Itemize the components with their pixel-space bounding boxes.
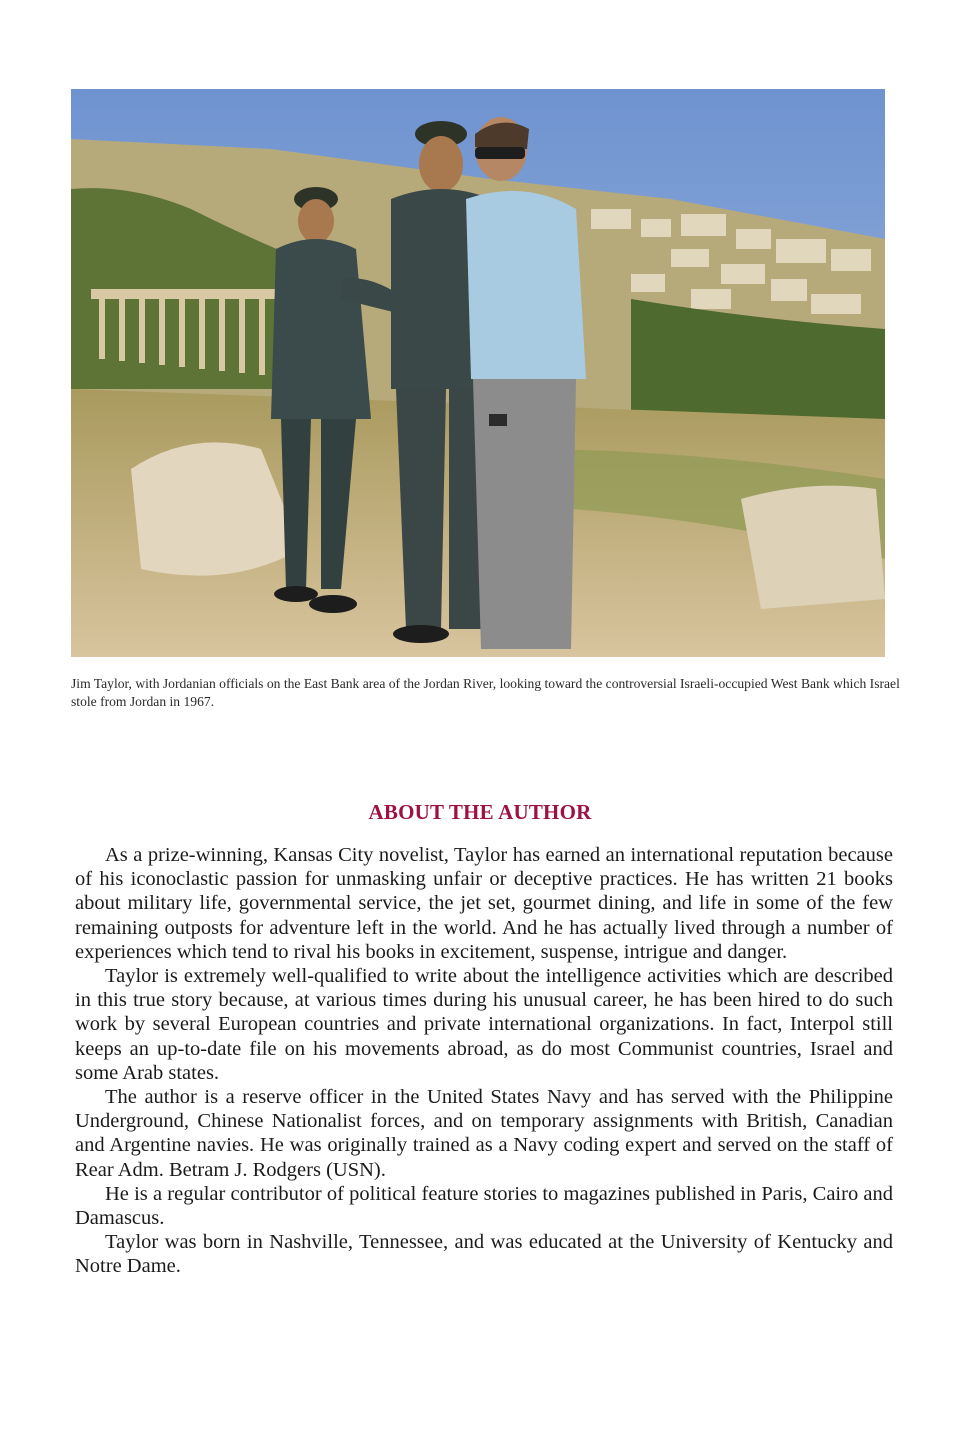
bio-paragraph: Taylor was born in Nashville, Tennessee, and was educated at the University of Kentucky and Notre Dame. <box>75 1231 893 1278</box>
author-bio <box>75 843 893 1279</box>
bio-paragraph: He is a regular contributor of political feature stories to magazines published in Paris, Cairo and Damascus. <box>75 1182 893 1230</box>
bio-paragraph: The author is a reserve officer in the United States Navy and has served with the Philippine Underground, Chinese Nationalist forces, and on temporary assignments with British, Canadian and Argentine navies. He was originally trained as a Navy coding expert and served on the staff of Rear Adm. Betram J. Rodgers (USN). <box>75 1086 893 1181</box>
bio-paragraph: Taylor is extremely well-qualified to write about the intelligence activities which are described in this true story because, at various times during his unusual career, he has been hired to do such work by several European countries and private international organizations. In fact, Interpol still keeps an up-to-date file on his movements abroad, as do most Communist countries, Israel and some Arab states. <box>75 965 893 1084</box>
photo-caption: Jim Taylor, with Jordanian officials on the East Bank area of the Jordan River, looking toward the controversial Israeli-occupied West Bank which Israel stole from Jordan in 1967. <box>71 676 900 709</box>
photo-illustration <box>71 89 885 657</box>
bio-paragraph: As a prize-winning, Kansas City novelist, Taylor has earned an international reputation because of his iconoclastic passion for unmasking unfair or deceptive practices. He has written 21 books about military life, governmental service, the jet set, gourmet dining, and life in some of the few remaining outposts for adventure left in the world. And he has actually lived through a number of experiences which tend to rival his books in excitement, suspense, intrigue and danger. <box>75 844 893 963</box>
author-photo <box>71 89 885 657</box>
section-heading: ABOUT THE AUTHOR <box>368 800 592 824</box>
